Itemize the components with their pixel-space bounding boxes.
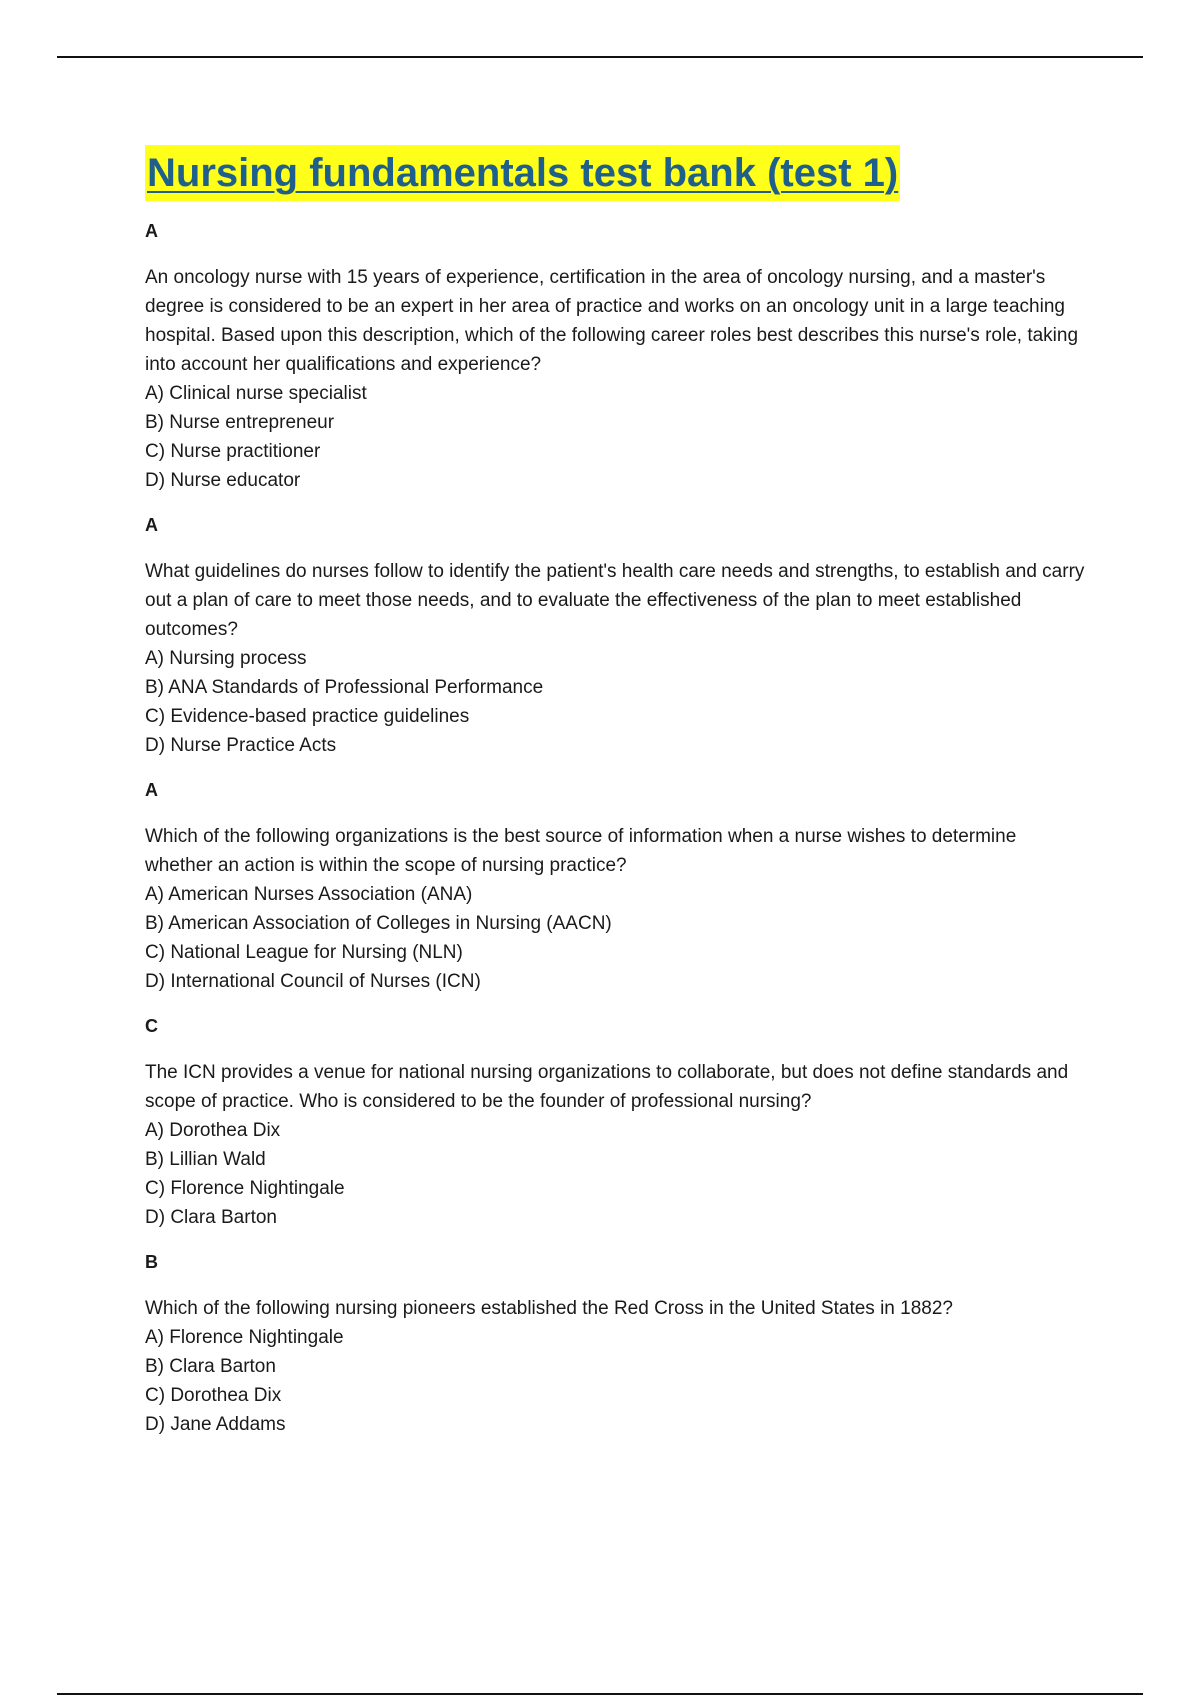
question-text: The ICN provides a venue for national nursing organizations to collaborate, but does not define standards and scope of practice. Who is considered to be the founder of professional nursing? <box>145 1062 1069 1112</box>
option-item: D) Nurse educator <box>145 470 301 491</box>
option-item: B) Clara Barton <box>145 1356 276 1377</box>
option-item: D) Nurse Practice Acts <box>145 735 337 756</box>
question-text: An oncology nurse with 15 years of experience, certification in the area of oncology nursing, and a master's degree is considered to be an expert in her area of practice and works on an oncology unit in a large teaching hospital. Based upon this description, which of the following career roles best describes this nurse's role, taking into account her qualifications and experience? <box>145 267 1079 375</box>
option-item: A) Florence Nightingale <box>145 1327 344 1348</box>
question-text: What guidelines do nurses follow to identify the patient's health care needs and strengths, to establish and carry out a plan of care to meet those needs, and to evaluate the effectiveness of the plan to meet established outcomes? <box>145 561 1085 640</box>
option-list <box>145 379 1085 495</box>
option-list <box>145 644 1085 760</box>
option-item: A) American Nurses Association (ANA) <box>145 884 473 905</box>
option-item: C) Dorothea Dix <box>145 1385 282 1406</box>
answer-key: C <box>145 1016 158 1036</box>
question-block <box>145 1014 1085 1232</box>
option-item: B) Nurse entrepreneur <box>145 412 335 433</box>
option-list <box>145 880 1085 996</box>
header-rule <box>57 56 1143 58</box>
option-item: B) ANA Standards of Professional Performance <box>145 677 544 698</box>
option-item: C) Nurse practitioner <box>145 441 321 462</box>
answer-key: A <box>145 780 158 800</box>
answer-key: A <box>145 515 158 535</box>
page-title: Nursing fundamentals test bank (test 1) <box>145 145 900 201</box>
option-list <box>145 1323 1085 1439</box>
option-item: C) National League for Nursing (NLN) <box>145 942 463 963</box>
option-item: C) Evidence-based practice guidelines <box>145 706 470 727</box>
footer-rule <box>57 1693 1143 1695</box>
question-text: Which of the following nursing pioneers established the Red Cross in the United States in 1882? <box>145 1298 953 1319</box>
option-item: A) Dorothea Dix <box>145 1120 281 1141</box>
option-list <box>145 1116 1085 1232</box>
question-text: Which of the following organizations is the best source of information when a nurse wishes to determine whether an action is within the scope of nursing practice? <box>145 826 1017 876</box>
answer-key: A <box>145 221 158 241</box>
page-content <box>145 145 1085 1439</box>
option-item: A) Nursing process <box>145 648 307 669</box>
question-block <box>145 513 1085 760</box>
answer-key: B <box>145 1252 158 1272</box>
question-block <box>145 219 1085 495</box>
question-block <box>145 778 1085 996</box>
question-block <box>145 1250 1085 1439</box>
option-item: A) Clinical nurse specialist <box>145 383 367 404</box>
option-item: D) Jane Addams <box>145 1414 286 1435</box>
option-item: D) International Council of Nurses (ICN) <box>145 971 481 992</box>
option-item: C) Florence Nightingale <box>145 1178 345 1199</box>
option-item: B) Lillian Wald <box>145 1149 266 1170</box>
option-item: D) Clara Barton <box>145 1207 277 1228</box>
option-item: B) American Association of Colleges in Nursing (AACN) <box>145 913 612 934</box>
